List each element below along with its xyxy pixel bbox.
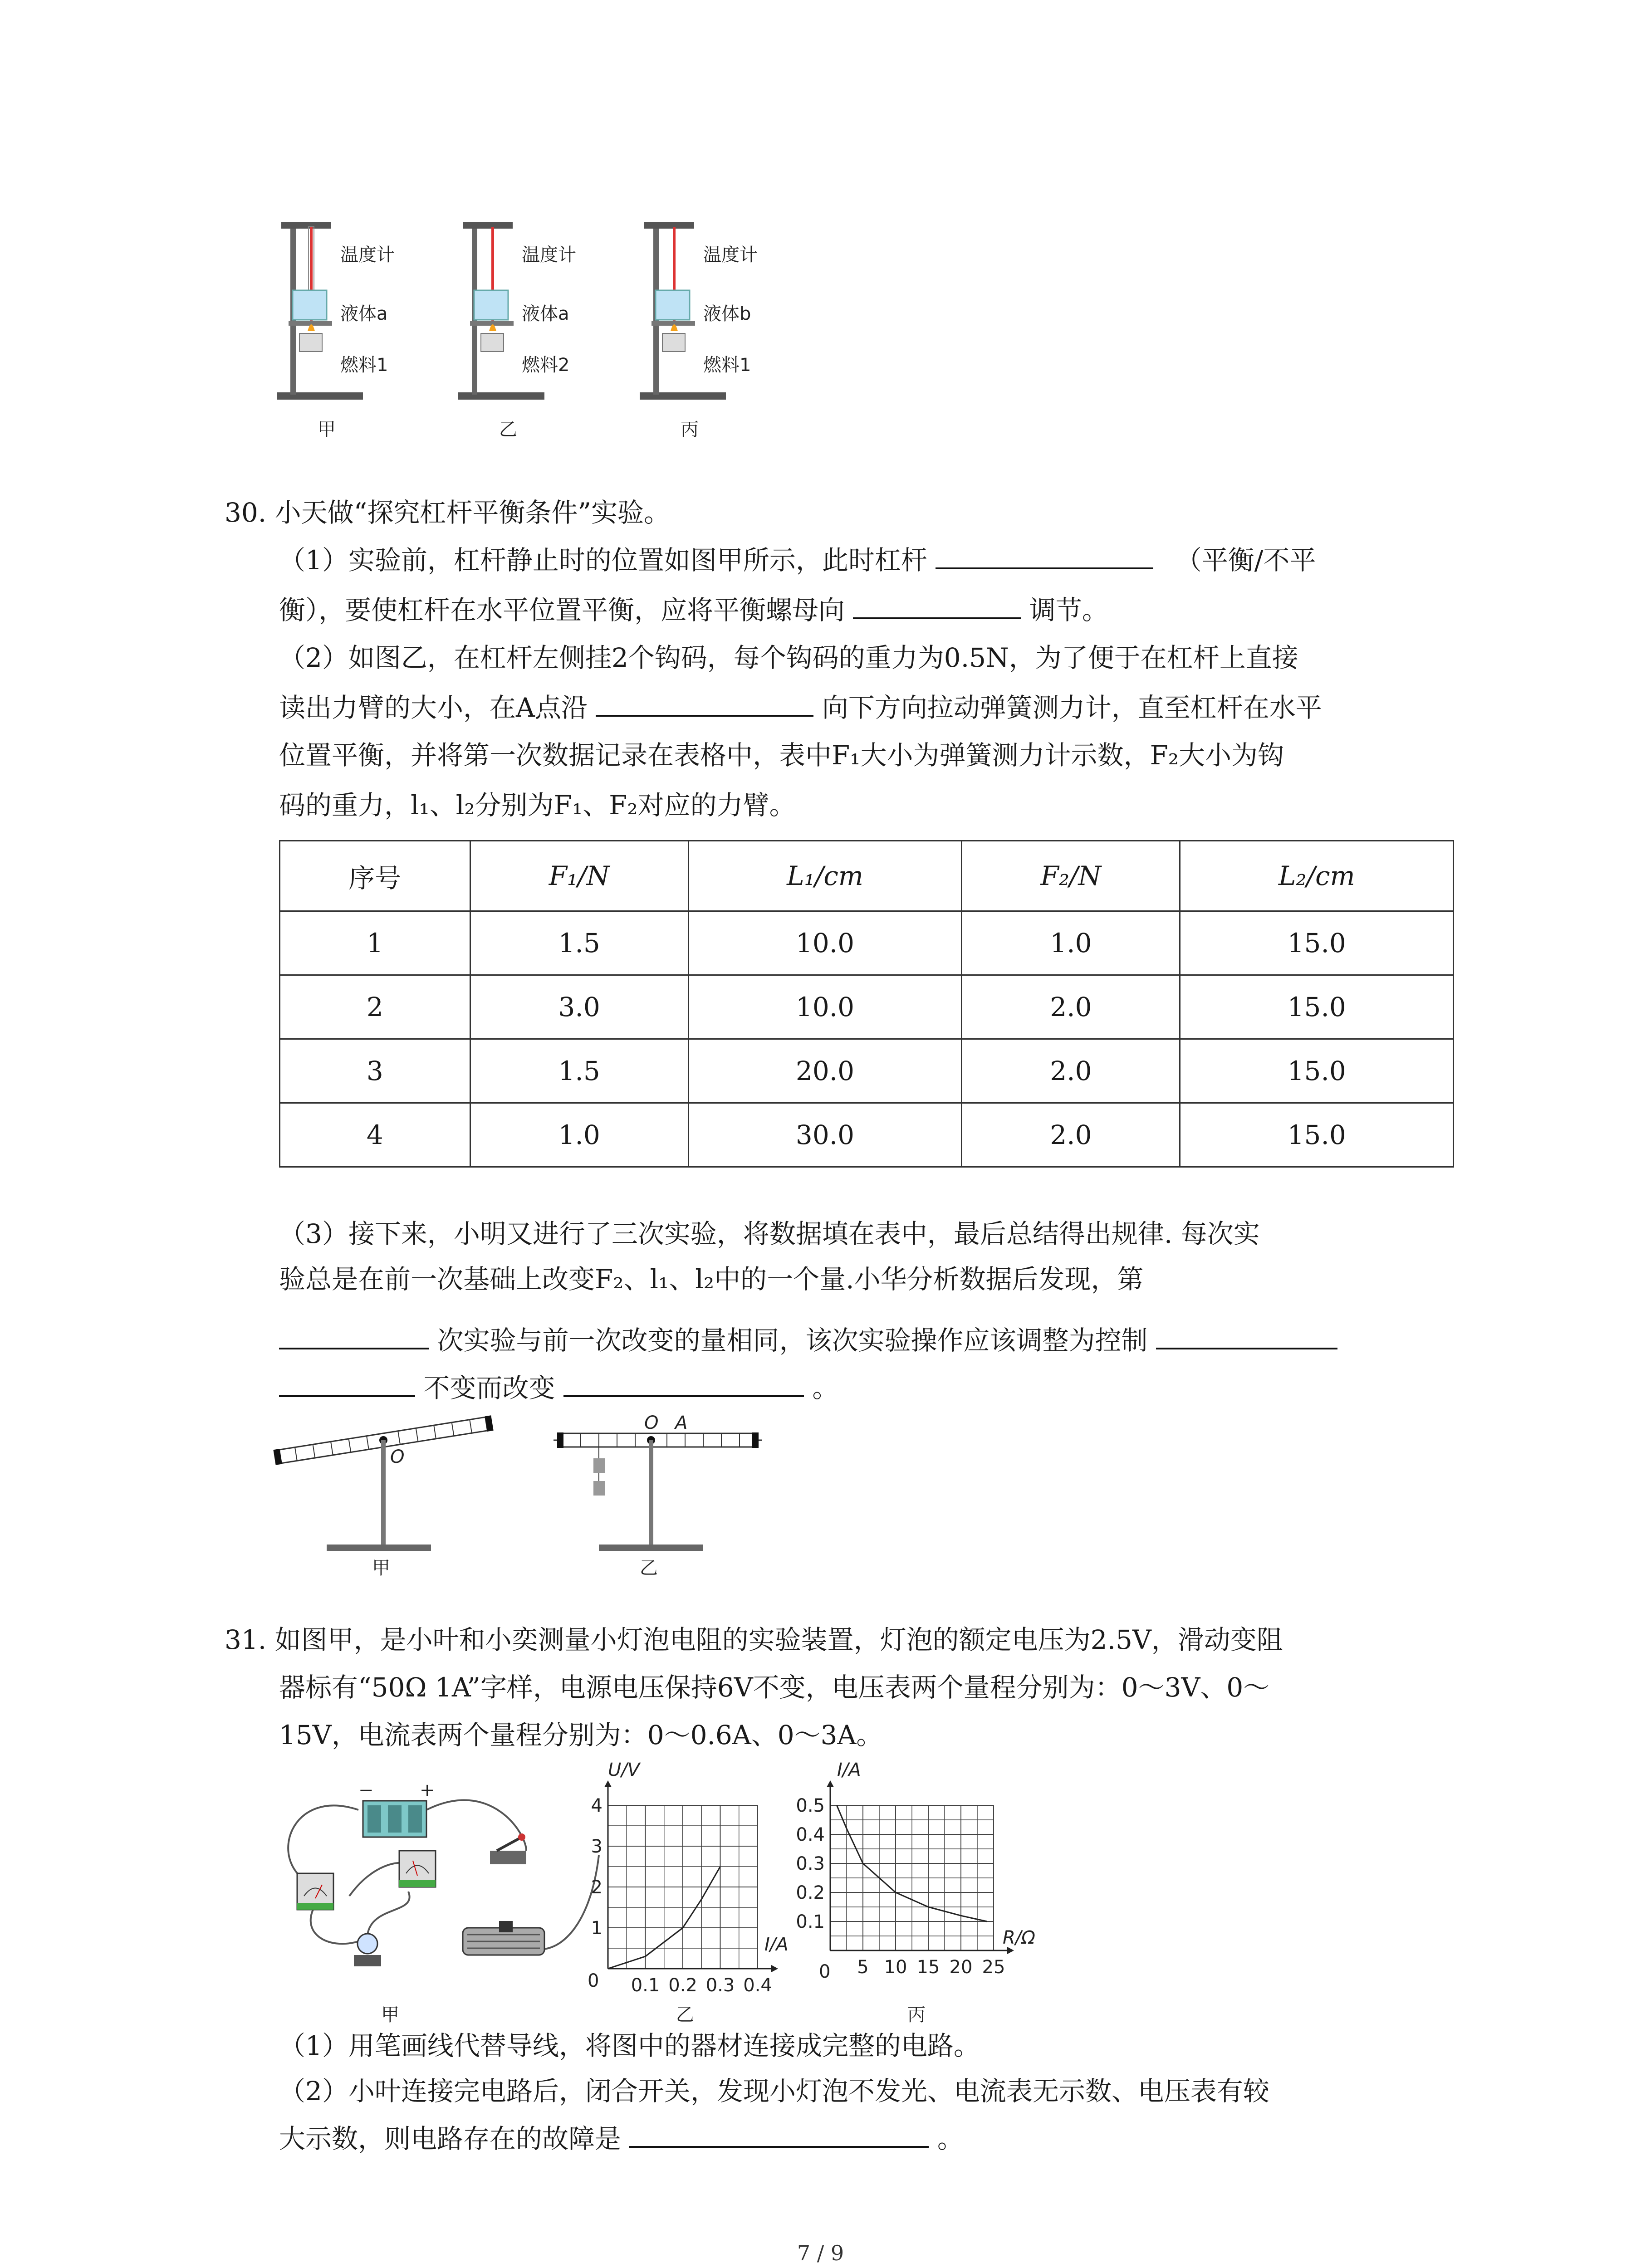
x-tick-label: 0.3 — [705, 1975, 735, 1996]
y-tick-label: 0.2 — [796, 1882, 825, 1903]
burner-setup-bing — [640, 222, 758, 440]
bulb — [354, 1934, 381, 1966]
figure-label-bing: 丙 — [681, 419, 699, 440]
table-row — [280, 911, 1454, 975]
lever-data-table — [279, 840, 1454, 1168]
label-fuel: 燃料1 — [340, 355, 388, 376]
table-header-cell: F₂/N — [962, 841, 1180, 911]
answer-blank-q30-5[interactable] — [1156, 1343, 1337, 1349]
figure-label-yi: 乙 — [499, 419, 517, 440]
table-cell: 1.5 — [470, 911, 688, 975]
q31-p2-text-c: 。 — [937, 2123, 964, 2154]
x-axis-label: I/A — [764, 1934, 789, 1955]
ir-chart — [780, 1760, 1043, 2023]
label-a: A — [675, 1413, 688, 1433]
y-tick-label: 0.4 — [796, 1824, 825, 1845]
figure-label-yi: 乙 — [640, 1558, 658, 1579]
y-tick-label: 0.3 — [796, 1853, 825, 1874]
lever-figure — [268, 1406, 826, 1588]
answer-blank-q30-3[interactable] — [596, 710, 813, 717]
ui-chart — [567, 1760, 789, 2025]
table-cell: 1.5 — [470, 1039, 688, 1103]
table-cell: 30.0 — [688, 1103, 962, 1167]
q30-part1-line2 — [279, 587, 1108, 633]
table-cell: 15.0 — [1180, 911, 1454, 975]
answer-blank-q30-7[interactable] — [563, 1391, 804, 1397]
table-row — [280, 1103, 1454, 1167]
q31-line3: 15V，电流表两个量程分别为：0～0.6A、0～3A。 — [279, 1720, 883, 1750]
table-cell: 15.0 — [1180, 1039, 1454, 1103]
q30-p1-text-d: 调节。 — [1029, 595, 1108, 626]
table-cell: 4 — [280, 1103, 470, 1167]
q30-part2-line1: （2）如图乙，在杠杆左侧挂2个钩码，每个钩码的重力为0.5N，为了便于在杠杆上直接 — [279, 642, 1298, 673]
burner-setup-jia — [277, 222, 395, 440]
table-cell: 2 — [280, 975, 470, 1039]
rheostat — [463, 1921, 544, 1955]
chart-axes — [604, 1780, 778, 1972]
burner-figure — [272, 213, 817, 449]
x-tick-label: 0.4 — [743, 1975, 772, 1996]
label-thermometer: 温度计 — [703, 244, 758, 265]
table-cell: 20.0 — [688, 1039, 962, 1103]
lever-jia — [273, 1415, 493, 1579]
x-axis-arrow — [771, 1965, 778, 1972]
q30-part3-line2: 验总是在前一次基础上改变F₂、l₁、l₂中的一个量.小华分析数据后发现，第 — [279, 1264, 1144, 1295]
q30-part2-line3: 位置平衡，并将第一次数据记录在表格中，表中F₁大小为弹簧测力计示数，F₂大小为钩 — [279, 740, 1284, 771]
x-tick-label: 20 — [949, 1957, 973, 1978]
x-tick-label: 25 — [982, 1957, 1005, 1978]
table-cell: 2.0 — [962, 1039, 1180, 1103]
y-tick-label: 2 — [591, 1877, 603, 1898]
q30-part1-line1 — [279, 538, 1316, 583]
y-axis-label: U/V — [608, 1760, 640, 1780]
voltmeter — [297, 1873, 333, 1910]
y-axis-label: I/A — [837, 1760, 861, 1780]
label-thermometer: 温度计 — [340, 244, 395, 265]
table-header-row — [280, 841, 1454, 911]
x-axis-label: R/Ω — [1003, 1927, 1035, 1948]
table-cell: 15.0 — [1180, 975, 1454, 1039]
q31-p2-text-b: 大示数，则电路存在的故障是 — [279, 2123, 622, 2154]
x-tick-label: 0.1 — [631, 1975, 660, 1996]
q31-part2-line2 — [279, 2116, 964, 2161]
label-liquid: 液体a — [340, 303, 388, 324]
q30-p1-text-a: （1）实验前，杠杆静止时的位置如图甲所示，此时杠杆 — [279, 545, 927, 576]
y-axis-arrow — [604, 1780, 612, 1787]
switch — [490, 1833, 526, 1864]
q31-line1: 31. 如图甲，是小叶和小奕测量小灯泡电阻的实验装置，灯泡的额定电压为2.5V，滑动变阻 — [225, 1624, 1283, 1655]
table-header-cell: 序号 — [280, 841, 470, 911]
chart-axes — [827, 1780, 1014, 1954]
label-liquid: 液体a — [522, 303, 569, 324]
answer-blank-q30-6[interactable] — [279, 1391, 415, 1397]
x-tick-label: 15 — [916, 1957, 940, 1978]
label-o: O — [644, 1413, 659, 1433]
x-tick-label: 0.2 — [668, 1975, 697, 1996]
x-tick-label: 5 — [857, 1957, 869, 1978]
q31-part1: （1）用笔画线代替导线，将图中的器材连接成完整的电路。 — [279, 2030, 980, 2061]
q30-p1-text-c: 衡），要使杠杆在水平位置平衡，应将平衡螺母向 — [279, 595, 845, 626]
chart-grid — [608, 1805, 758, 1969]
table-cell: 10.0 — [688, 911, 962, 975]
y-tick-label: 1 — [591, 1918, 603, 1939]
label-fuel: 燃料2 — [522, 355, 570, 376]
y-tick-label: 0.5 — [796, 1795, 825, 1816]
q30-part3-line1: （3）接下来，小明又进行了三次实验，将数据填在表中，最后总结得出规律. 每次实 — [279, 1218, 1260, 1249]
battery-minus-label: − — [358, 1780, 374, 1801]
q30-part3-line3 — [279, 1318, 1337, 1363]
figure-label-bing: 丙 — [907, 2004, 926, 2025]
burner-setup-yi — [458, 222, 576, 440]
q31-part2-line1: （2）小叶连接完电路后，闭合开关，发现小灯泡不发光、电流表无示数、电压表有较 — [279, 2076, 1269, 2107]
q30-p3-text-e: 。 — [812, 1373, 839, 1403]
figure-label-yi: 乙 — [676, 2004, 694, 2025]
origin-label: 0 — [588, 1970, 599, 1991]
table-cell: 1 — [280, 911, 470, 975]
q30-p3-text-d: 不变而改变 — [423, 1373, 555, 1403]
label-fuel: 燃料1 — [703, 355, 751, 376]
answer-blank-q30-4[interactable] — [279, 1343, 429, 1349]
table-cell: 3 — [280, 1039, 470, 1103]
table-header-cell: L₂/cm — [1180, 841, 1454, 911]
ammeter — [399, 1851, 436, 1887]
table-cell: 1.0 — [962, 911, 1180, 975]
origin-label: 0 — [819, 1961, 831, 1982]
table-cell: 2.0 — [962, 975, 1180, 1039]
battery-plus-label: + — [420, 1780, 435, 1801]
table-cell: 2.0 — [962, 1103, 1180, 1167]
q30-part2-line4: 码的重力，l₁、l₂分别为F₁、F₂对应的力臂。 — [279, 790, 796, 821]
q30-part3-line4 — [279, 1365, 838, 1411]
y-tick-label: 0.1 — [796, 1911, 825, 1932]
chart-grid — [830, 1805, 994, 1950]
label-thermometer: 温度计 — [522, 244, 576, 265]
figure-label-jia: 甲 — [372, 1558, 390, 1579]
label-o: O — [390, 1447, 405, 1467]
table-cell: 10.0 — [688, 975, 962, 1039]
answer-blank-q31-1[interactable] — [629, 2141, 929, 2148]
figure-label-jia: 甲 — [381, 2004, 399, 2025]
table-cell: 1.0 — [470, 1103, 688, 1167]
y-tick-label: 3 — [591, 1836, 603, 1857]
page-number: 7 / 9 — [797, 2241, 844, 2265]
q31-line2: 器标有“50Ω 1A”字样，电源电压保持6V不变，电压表两个量程分别为：0～3V、0～ — [279, 1672, 1270, 1703]
y-tick-label: 4 — [591, 1795, 603, 1816]
q30-p2-text-b: 读出力臂的大小，在A点沿 — [279, 692, 588, 723]
table-row — [280, 975, 1454, 1039]
q30-p3-text-c: 次实验与前一次改变的量相同，该次实验操作应该调整为控制 — [437, 1325, 1148, 1356]
circuit-figure — [272, 1760, 590, 2023]
table-header-cell: L₁/cm — [688, 841, 962, 911]
lever-yi — [554, 1413, 762, 1579]
y-axis-arrow — [827, 1780, 834, 1787]
table-cell: 15.0 — [1180, 1103, 1454, 1167]
battery — [358, 1780, 435, 1837]
answer-blank-q30-2[interactable] — [853, 613, 1021, 619]
label-liquid: 液体b — [703, 303, 751, 324]
table-cell: 3.0 — [470, 975, 688, 1039]
figure-label-jia: 甲 — [318, 419, 336, 440]
answer-blank-q30-1[interactable] — [936, 563, 1153, 569]
q30-p1-text-b: （平衡/不平 — [1175, 545, 1316, 576]
q30-p2-text-c: 向下方向拉动弹簧测力计，直至杠杆在水平 — [822, 692, 1322, 723]
table-header-cell: F₁/N — [470, 841, 688, 911]
q30-part2-line2 — [279, 685, 1322, 730]
x-tick-label: 10 — [884, 1957, 907, 1978]
q30-title: 30. 小天做“探究杠杆平衡条件”实验。 — [225, 497, 670, 528]
table-row — [280, 1039, 1454, 1103]
